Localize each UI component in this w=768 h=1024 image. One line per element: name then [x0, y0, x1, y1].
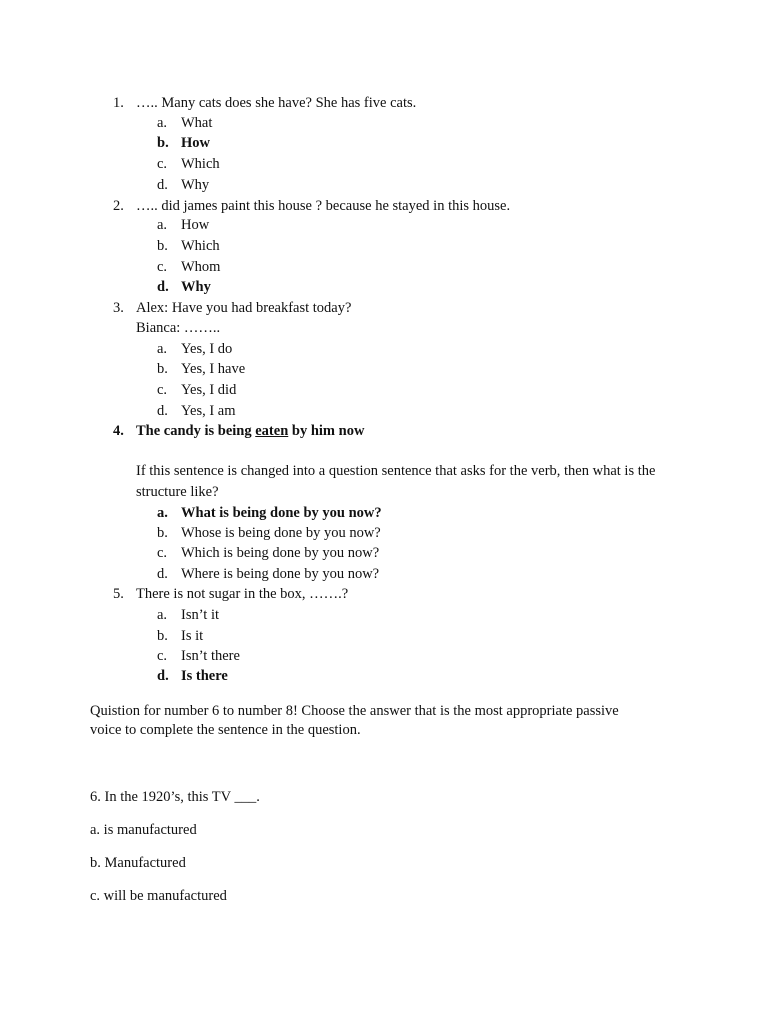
q2-option-a-text: How	[181, 217, 210, 233]
question-5-number: 5.	[113, 586, 124, 602]
question-4-prompt-line-1: If this sentence is changed into a question sentence that asks for the verb, then what is the	[136, 463, 656, 479]
q3-option-b-text: Yes, I have	[181, 361, 246, 377]
q6-option-c: c. will be manufactured	[90, 888, 227, 904]
q1-option-a-text: What	[181, 115, 213, 131]
q5-option-b-text: Is it	[181, 628, 204, 644]
q5-option-d-text: Is there	[181, 668, 228, 684]
q4-option-d-letter: d.	[157, 566, 168, 582]
q4-option-b-letter: b.	[157, 525, 168, 541]
q2-option-b-text: Which	[181, 238, 220, 254]
q5-option-a-text: Isn’t it	[181, 607, 219, 623]
q2-option-d-letter: d.	[157, 279, 169, 295]
q3-option-c-text: Yes, I did	[181, 382, 237, 398]
question-4-number: 4.	[113, 423, 124, 439]
q4-text-after: by him now	[288, 423, 365, 439]
instruction-line-2: voice to complete the sentence in the question.	[90, 722, 361, 738]
q5-option-a-letter: a.	[157, 607, 168, 623]
q5-option-b-letter: b.	[157, 628, 168, 644]
question-1-number: 1.	[113, 95, 124, 111]
question-3-response: Bianca: ……..	[136, 320, 221, 336]
q3-option-d-text: Yes, I am	[181, 403, 236, 419]
q4-option-d-text: Where is being done by you now?	[181, 566, 380, 582]
q1-option-a-letter: a.	[157, 115, 168, 131]
q6-option-b: b. Manufactured	[90, 855, 186, 871]
q2-option-b-letter: b.	[157, 238, 168, 254]
q1-option-c-letter: c.	[157, 156, 168, 172]
question-4-prompt-line-2: structure like?	[136, 484, 219, 500]
q1-option-b-letter: b.	[157, 135, 169, 151]
q3-option-c-letter: c.	[157, 382, 168, 398]
question-1-text: ….. Many cats does she have? She has five cats.	[136, 95, 417, 111]
q1-option-c-text: Which	[181, 156, 220, 172]
question-3-text: Alex: Have you had breakfast today?	[136, 300, 352, 316]
q6-option-a: a. is manufactured	[90, 822, 197, 838]
instruction-line-1: Quistion for number 6 to number 8! Choose the answer that is the most appropriate passive	[90, 703, 619, 719]
q4-option-c-letter: c.	[157, 545, 168, 561]
q4-text-underlined: eaten	[255, 423, 289, 439]
q5-option-c-text: Isn’t there	[181, 648, 240, 664]
question-2-number: 2.	[113, 198, 124, 214]
q3-option-a-letter: a.	[157, 341, 168, 357]
q5-option-d-letter: d.	[157, 668, 169, 684]
q4-option-b-text: Whose is being done by you now?	[181, 525, 381, 541]
question-4-text	[136, 422, 364, 440]
q3-option-a-text: Yes, I do	[181, 341, 233, 357]
q2-option-d-text: Why	[181, 279, 211, 295]
q2-option-c-letter: c.	[157, 259, 168, 275]
q4-option-a-text: What is being done by you now?	[181, 505, 382, 521]
q5-option-c-letter: c.	[157, 648, 168, 664]
question-2-text: ….. did james paint this house ? because he stayed in this house.	[136, 198, 511, 214]
q1-option-b-text: How	[181, 135, 210, 151]
q3-option-b-letter: b.	[157, 361, 168, 377]
q4-option-a-letter: a.	[157, 505, 168, 521]
q1-option-d-text: Why	[181, 177, 210, 193]
q3-option-d-letter: d.	[157, 403, 168, 419]
q2-option-c-text: Whom	[181, 259, 221, 275]
question-5-text: There is not sugar in the box, …….?	[136, 586, 349, 602]
q4-option-c-text: Which is being done by you now?	[181, 545, 380, 561]
q2-option-a-letter: a.	[157, 217, 168, 233]
q1-option-d-letter: d.	[157, 177, 168, 193]
question-6-text: 6. In the 1920’s, this TV ___.	[90, 789, 260, 805]
question-3-number: 3.	[113, 300, 124, 316]
q4-text-before: The candy is being	[136, 423, 256, 439]
